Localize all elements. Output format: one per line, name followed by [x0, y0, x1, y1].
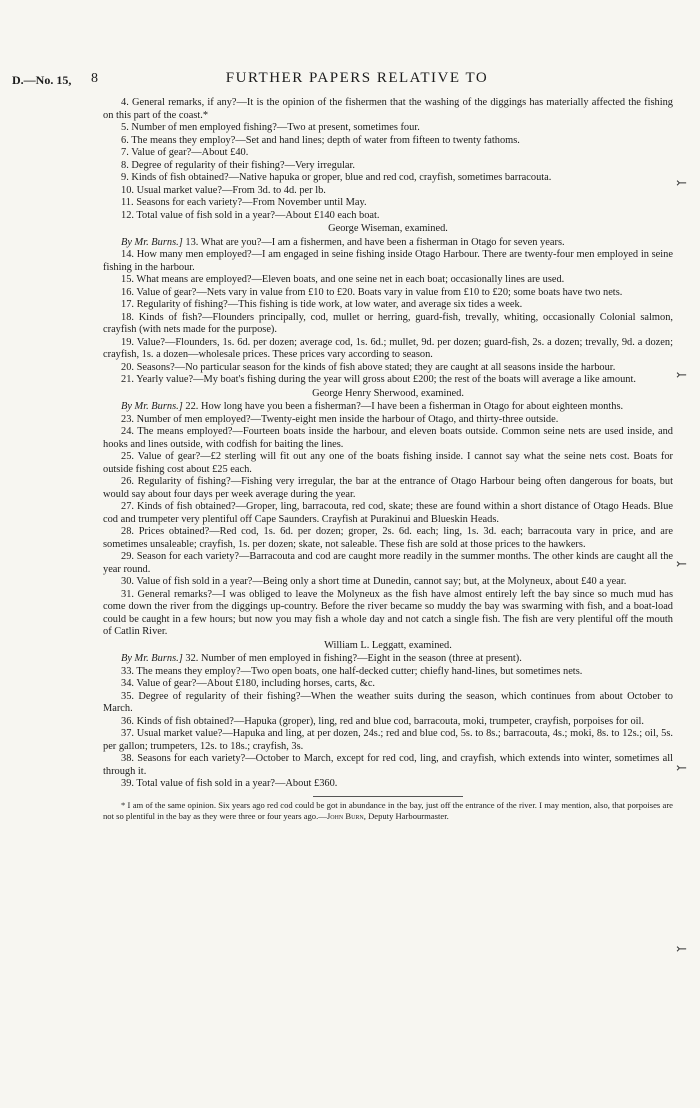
paragraph: 21. Yearly value?—My boat's fishing during the year will gross about £200; the rest of the boats will average a like amount. [121, 374, 636, 385]
paragraph: 16. Value of gear?—Nets vary in value from £10 to £20. Boats vary in value from £10 to £20; some boats have two nets. [121, 286, 623, 298]
footnote-signature: John Burn, [326, 810, 366, 821]
paragraph: 17. Regularity of fishing?—This fishing is tide work, at low water, and average six tides a week. [121, 299, 523, 310]
paragraph: 4. General remarks, if any?—It is the opinion of the fishermen that the washing of the diggings has materially affected the fishing on this part of the coast.* [103, 97, 673, 121]
page-body [103, 97, 673, 822]
paragraph-text: 22. How long have you been a fisherman?—I have been a fisherman in Otago for about eighteen months. [185, 401, 624, 412]
examiner-label: By Mr. Burns.] [121, 236, 183, 248]
paragraph: 39. Total value of fish sold in a year?—About £360. [121, 778, 338, 789]
paragraph: 6. The means they employ?—Set and hand lines; depth of water from fifteen to twenty fathoms. [121, 134, 520, 146]
margin-mark-icon: ⤚ [676, 367, 687, 382]
paragraph: 14. How many men employed?—I am engaged in seine fishing inside Otago Harbour. There are twenty-four men employed in seine fishing in the harbour. [103, 249, 673, 273]
page-number: 8 [91, 71, 98, 86]
footnote-divider [313, 796, 463, 797]
running-title: FURTHER PAPERS RELATIVE TO [225, 70, 489, 86]
witness-heading-leggatt: William L. Leggatt, examined. [324, 639, 452, 651]
paragraph: 31. General remarks?—I was obliged to leave the Molyneux as the fish have almost entirely left the bay since so much mud has come down the river from the diggings up-country. Before the river became so muddy the bay was swarming with fish, and a boat-load could be caught in a few hours; but now you may fish a whole day and not catch a single fish. The fish are very plentiful off the mouth of Catlin River. [103, 588, 673, 637]
witness-heading-wiseman: George Wiseman, examined. [328, 223, 448, 234]
paragraph: 27. Kinds of fish obtained?—Groper, ling, barracouta, red cod, skate; these are found within a short distance of Otago Heads. Blue cod and trumpeter very plentiful off Cape Saunders. Crayfish at Purakinui and Blueskin Heads. [103, 501, 673, 525]
paragraph: 11. Seasons for each variety?—From November until May. [121, 197, 367, 208]
margin-mark-icon: ⤚ [676, 175, 687, 190]
paragraph: 8. Degree of regularity of their fishing?—Very irregular. [121, 159, 355, 171]
paragraph: 30. Value of fish sold in a year?—Being only a short time at Dunedin, cannot say; but, at the Molyneux, about £40 a year. [121, 576, 627, 587]
examiner-label: By Mr. Burns.] [121, 653, 183, 664]
paragraph: 19. Value?—Flounders, 1s. 6d. per dozen; average cod, 1s. 6d.; mullet, 9d. per dozen; guard-fish, 2s. a dozen; trevally, 9d. a dozen; crayfish, 1s. a dozen—wholesale prices. These prices vary according to season. [103, 336, 673, 360]
paragraph: 10. Usual market value?—From 3d. to 4d. per lb. [121, 184, 326, 196]
page-header [0, 70, 700, 92]
paragraph: 33. The means they employ?—Two open boats, one half-decked cutter; chiefly hand-lines, but sometimes nets. [121, 665, 583, 677]
paragraph: 23. Number of men employed?—Twenty-eight men inside the harbour of Otago, and thirty-three outside. [121, 413, 559, 425]
document-reference: D.—No. 15, [12, 73, 72, 87]
paragraph: 34. Value of gear?—About £180, including horses, carts, &c. [121, 678, 376, 689]
margin-mark-icon: ⤚ [676, 556, 687, 571]
paragraph: 24. The means employed?—Fourteen boats inside the harbour, and eleven boats outside. Common seine nets are used inside, and hooks and lines outside, with codfish for baiting the lines. [103, 426, 673, 450]
paragraph: 35. Degree of regularity of their fishing?—When the weather suits during the season, which continues from about October to March. [103, 690, 673, 714]
footnote-role: Deputy Harbourmaster. [368, 810, 449, 821]
examiner-label: By Mr. Burns.] [121, 401, 183, 412]
footnote [103, 800, 673, 822]
paragraph: 26. Regularity of fishing?—Fishing very irregular, the bar at the entrance of Otago Harbour being often dangerous for boats, but would say about four days per week average during the year. [103, 476, 673, 500]
paragraph: 18. Kinds of fish?—Flounders principally, cod, mullet or herring, guard-fish, trevally, whiting, occasionally Colonial salmon, crayfish (with nets made for the purpose). [103, 311, 673, 335]
paragraph [103, 237, 673, 250]
paragraph: 12. Total value of fish sold in a year?—About £140 each boat. [121, 209, 380, 221]
paragraph-text: 13. What are you?—I am a fishermen, and have been a fisherman in Otago for seven years. [185, 236, 565, 248]
witness-heading-sherwood: George Henry Sherwood, examined. [312, 387, 464, 399]
paragraph: 25. Value of gear?—£2 sterling will fit out any one of the boats fishing inside. I cannot say what the seine nets cost. Boats for outside fishing cost about £25 each. [103, 451, 673, 475]
footnote-text: * I am of the same opinion. Six years ago red cod could be got in abundance in the bay, just off the entrance of the river. I may mention, also, that porpoises are not so plentiful in the bay as they were three or four years ago.— [103, 799, 673, 821]
paragraph: 37. Usual market value?—Hapuka and ling, at per dozen, 24s.; red and blue cod, 5s. to 8s.; barracouta, 4s.; moki, 8s. to 12s.; oil, 5s. per gallon; trumpeters, 12s. to 18s.; crayfish, 3s. [103, 728, 673, 752]
paragraph: 36. Kinds of fish obtained?—Hapuka (groper), ling, red and blue cod, barracouta, moki, trumpeter, crayfish, porpoises for oil. [121, 715, 645, 727]
paragraph: 38. Seasons for each variety?—October to March, except for red cod, ling, and crayfish, which extends into winter, sometimes all through it. [103, 753, 673, 777]
paragraph: 28. Prices obtained?—Red cod, 1s. 6d. per dozen; groper, 2s. 6d. each; ling, 1s. 3d. each; barracouta vary in price, and are sometimes unsaleable; crayfish, 1s. per dozen; skate, not saleable. These fish are sold at those prices to the hawkers. [103, 526, 673, 550]
paragraph: 9. Kinds of fish obtained?—Native hapuka or groper, blue and red cod, crayfish, sometimes barracouta. [121, 172, 552, 183]
paragraph [103, 653, 673, 666]
paragraph: 7. Value of gear?—About £40. [121, 147, 249, 158]
paragraph: 15. What means are employed?—Eleven boats, and one seine net in each boat; occasionally lines are used. [121, 274, 565, 285]
margin-mark-icon: ⤚ [676, 941, 687, 956]
margin-mark-icon: ⤚ [676, 760, 687, 775]
paragraph: 5. Number of men employed fishing?—Two at present, sometimes four. [121, 122, 420, 133]
paragraph: 20. Seasons?—No particular season for the kinds of fish above stated; they are caught at all seasons inside the harbour. [121, 361, 616, 373]
paragraph-text: 32. Number of men employed in fishing?—Eight in the season (three at present). [185, 653, 522, 664]
paragraph [103, 401, 673, 414]
paragraph: 29. Season for each variety?—Barracouta and cod are caught more readily in the summer months. The other kinds are caught all the year round. [103, 551, 673, 575]
